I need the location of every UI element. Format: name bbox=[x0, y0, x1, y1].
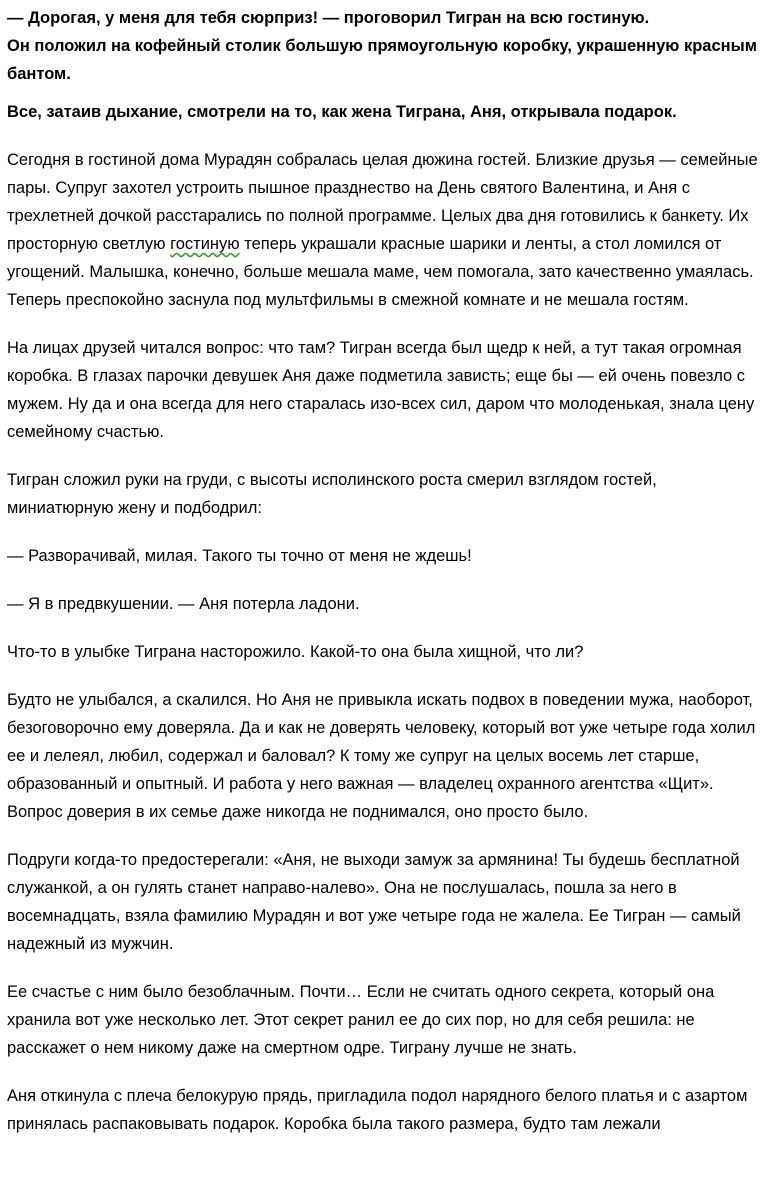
intro-line-guests: Все, затаив дыхание, смотрели на то, как жена Тиграна, Аня, открывала подарок. bbox=[7, 103, 677, 121]
paragraph-question: На лицах друзей читался вопрос: что там? Тигран всегда был щедр к ней, а тут такая огромная коробка. В глазах парочки девушек Аня даже подметила зависть; еще бы — ей очень повезло с мужем. Ну да и она всегда для него старалась изо-всех сил, даром что молоденькая, знала цену семейному счастью. bbox=[7, 339, 755, 441]
paragraph-dialogue-unwrap: — Разворачивай, милая. Такого ты точно от меня не ждешь! bbox=[7, 547, 472, 565]
paragraph-text: Сегодня в гостиной дома Мурадян собралась целая дюжина гостей. Близкие друзья — семейные пары. Супруг захотел устроить пышное празднество на День святого Валентина, и Аня с трехлетней дочкой расстарались по полной программе. Целых два дня готовились к банкету. Их просторную светлую bbox=[7, 151, 758, 253]
paragraph-dialogue-anticipation: — Я в предвкушении. — Аня потерла ладони. bbox=[7, 595, 360, 613]
paragraph-trust: Будто не улыбался, а скалился. Но Аня не привыкла искать подвох в поведении мужа, наоборот, безоговорочно ему доверяла. Да и как не доверять человеку, который вот уже четыре года холил ее и лелеял, любил, содержал и баловал? К тому же супруг на целых восемь лет старше, образованный и опытный. И работа у него важная — владелец охранного агентства «Щит». Вопрос доверия в их семье даже никогда не поднимался, оно просто было. bbox=[7, 691, 756, 821]
paragraph-guests bbox=[7, 146, 759, 314]
paragraph-text: теперь украшали красные шарики и ленты, а стол ломился от угощений. Малышка, конечно, больше мешала маме, чем помогала, зато качественно умаялась. Теперь преспокойно заснула под мультфильмы в смежной комнате и не мешала гостям. bbox=[7, 235, 754, 309]
paragraph-friends-warning: Подруги когда-то предостерегали: «Аня, не выходи замуж за армянина! Ты будешь бесплатной служанкой, а он гулять станет направо-налево». Она не послушалась, пошла за него в восемнадцать, взяла фамилию Мурадян и вот уже четыре года не жалела. Ее Тигран — самый надежный из мужчин. bbox=[7, 851, 741, 953]
paragraph-smile: Что-то в улыбке Тиграна насторожило. Какой-то она была хищной, что ли? bbox=[7, 643, 584, 661]
spellcheck-marked-word[interactable]: гостиную bbox=[170, 235, 240, 253]
story-body bbox=[7, 146, 759, 1138]
intro-block bbox=[7, 4, 759, 126]
paragraph-tigran-encourages: Тигран сложил руки на груди, с высоты исполинского роста смерил взглядом гостей, миниатюрную жену и подбодрил: bbox=[7, 471, 657, 517]
document-page bbox=[7, 4, 759, 1158]
paragraph-unpacking: Аня откинула с плеча белокурую прядь, пригладила подол нарядного белого платья и с азартом принялась распаковывать подарок. Коробка была такого размера, будто там лежали bbox=[7, 1087, 748, 1133]
intro-line-box: Он положил на кофейный столик большую прямоугольную коробку, украшенную красным бантом. bbox=[7, 37, 757, 83]
intro-line-dialogue: — Дорогая, у меня для тебя сюрприз! — проговорил Тигран на всю гостиную. bbox=[7, 9, 650, 27]
paragraph-secret: Ее счастье с ним было безоблачным. Почти… Если не считать одного секрета, который она хранила вот уже несколько лет. Этот секрет ранил ее до сих пор, но для себя решила: не расскажет о нем никому даже на смертном одре. Тиграну лучше не знать. bbox=[7, 983, 715, 1057]
